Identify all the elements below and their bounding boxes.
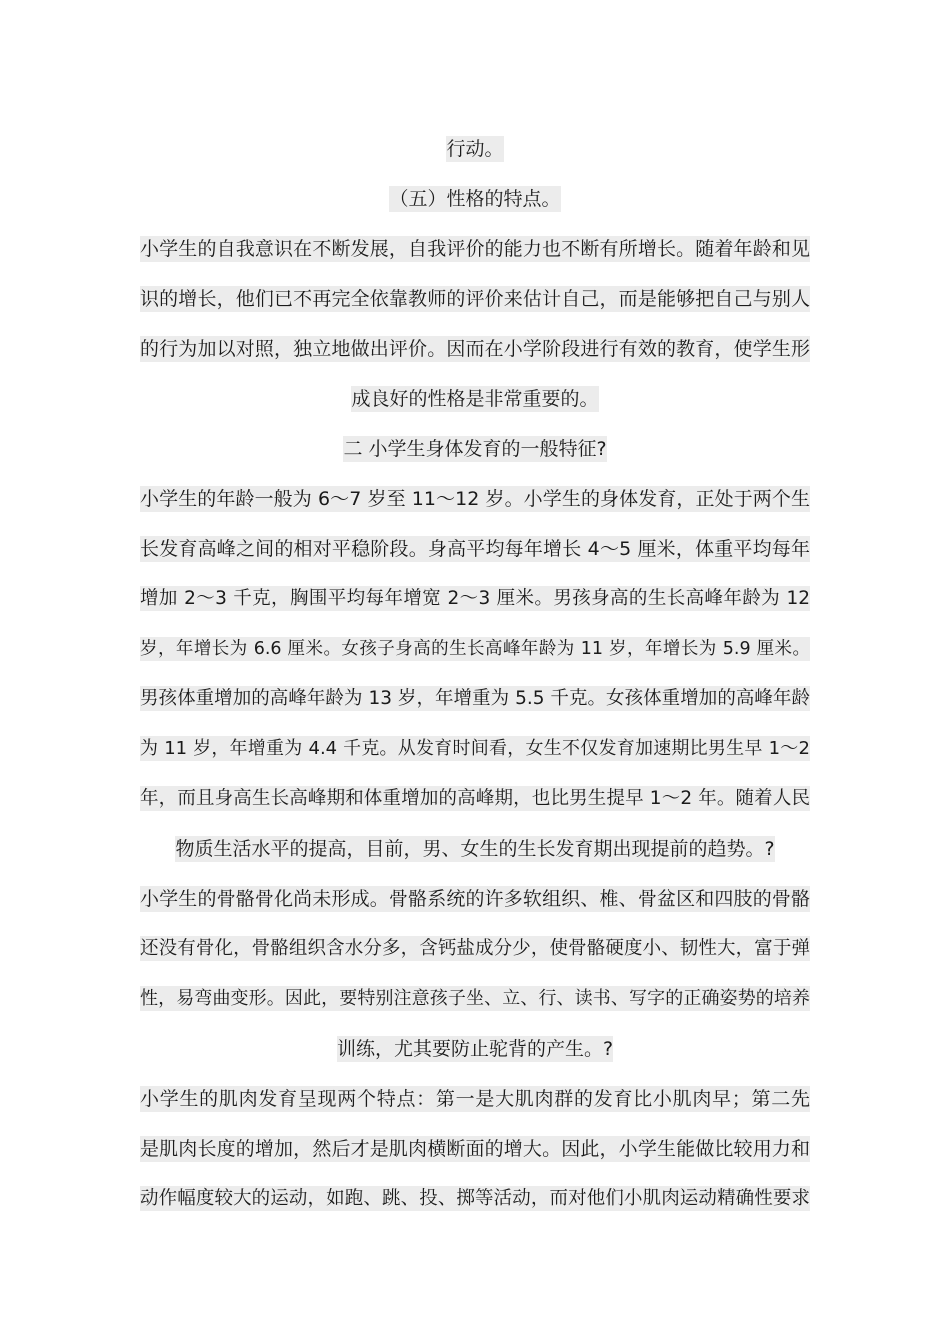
line-text: 长发育高峰之间的相对平稳阶段。身高平均每年增长 4～5 厘米，体重平均每年 xyxy=(140,538,810,560)
line-text: 动作幅度较大的运动，如跑、跳、投、掷等活动，而对他们小肌肉运动精确性要求 xyxy=(140,1188,810,1209)
text-line xyxy=(140,1024,810,1074)
line-text: 小学生的肌肉发育呈现两个特点：第一是大肌肉群的发育比小肌肉早；第二先 xyxy=(140,1088,810,1110)
line-text: 的行为加以对照，独立地做出评价。因而在小学阶段进行有效的教育，使学生形 xyxy=(140,338,810,360)
text-line xyxy=(140,674,810,724)
line-text: 年，而且身高生长高峰期和体重增加的高峰期，也比男生提早 1～2 年。随着人民 xyxy=(140,788,810,809)
line-text: 增加 2～3 千克，胸围平均每年增宽 2～3 厘米。男孩身高的生长高峰年龄为 12 xyxy=(140,588,810,609)
line-text: 小学生的自我意识在不断发展，自我评价的能力也不断有所增长。随着年龄和见 xyxy=(140,238,810,260)
line-text: 为 11 岁，年增重为 4.4 千克。从发育时间看，女生不仅发育加速期比男生早 1～2 xyxy=(140,738,810,759)
text-line xyxy=(140,774,810,824)
section-heading xyxy=(140,424,810,474)
line-text: 是肌肉长度的增加，然后才是肌肉横断面的增大。因此，小学生能做比较用力和 xyxy=(140,1138,810,1160)
text-line xyxy=(140,1124,810,1174)
line-text: （五）性格的特点。 xyxy=(389,188,561,210)
text-line xyxy=(140,524,810,574)
line-text: 物质生活水平的提高，目前，男、女生的生长发育期出现提前的趋势。? xyxy=(175,838,775,860)
text-line xyxy=(140,824,810,874)
line-text: 岁，年增长为 6.6 厘米。女孩子身高的生长高峰年龄为 11 岁，年增长为 5.9 厘米。 xyxy=(140,639,810,659)
line-text: 小学生的骨骼骨化尚未形成。骨骼系统的许多软组织、椎、骨盆区和四肢的骨骼 xyxy=(140,888,810,910)
text-line xyxy=(140,724,810,774)
text-line xyxy=(140,324,810,374)
line-text: 训练，尤其要防止驼背的产生。? xyxy=(336,1038,614,1060)
text-line xyxy=(140,1174,810,1224)
section-heading xyxy=(140,174,810,224)
line-text: 小学生的年龄一般为 6～7 岁至 11～12 岁。小学生的身体发育，正处于两个生 xyxy=(140,488,810,510)
line-text: 成良好的性格是非常重要的。 xyxy=(351,388,599,410)
text-line xyxy=(140,874,810,924)
text-line xyxy=(140,974,810,1024)
line-text: 行动。 xyxy=(446,138,504,160)
line-text: 识的增长，他们已不再完全依靠教师的评价来估计自己，而是能够把自己与别人 xyxy=(140,288,810,310)
text-line xyxy=(140,374,810,424)
text-line xyxy=(140,624,810,674)
line-text: 还没有骨化，骨骼组织含水分多，含钙盐成分少，使骨骼硬度小、韧性大，富于弹 xyxy=(140,938,810,959)
text-line xyxy=(140,574,810,624)
line-text: 二 小学生身体发育的一般特征? xyxy=(343,438,607,460)
text-line xyxy=(140,124,810,174)
text-line xyxy=(140,274,810,324)
line-text: 男孩体重增加的高峰年龄为 13 岁，年增重为 5.5 千克。女孩体重增加的高峰年龄 xyxy=(140,688,810,709)
text-line xyxy=(140,474,810,524)
text-line xyxy=(140,924,810,974)
line-text: 性，易弯曲变形。因此，要特别注意孩子坐、立、行、读书、写字的正确姿势的培养 xyxy=(140,988,810,1009)
text-line xyxy=(140,224,810,274)
text-line xyxy=(140,1074,810,1124)
